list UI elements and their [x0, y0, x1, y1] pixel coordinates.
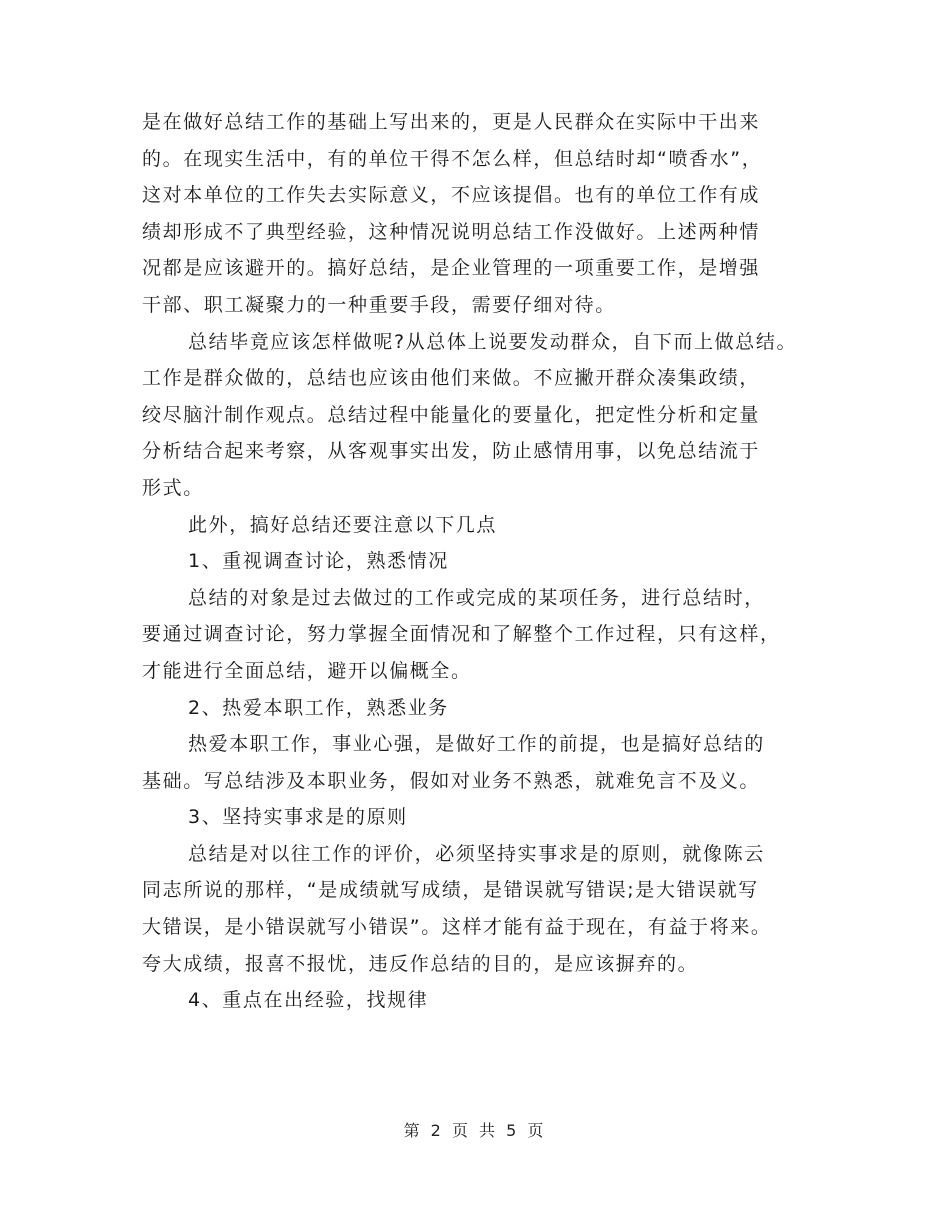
text-line: 的。在现实生活中，有的单位干得不怎么样，但总结时却“喷香水”， [142, 147, 763, 170]
text-line: 绞尽脑汁制作观点。总结过程中能量化的要量化，把定性分析和定量 [142, 403, 761, 426]
page-number-label: 第 2 页 共 5 页 [403, 1121, 547, 1140]
text-line: 况都是应该避开的。搞好总结，是企业管理的一项重要工作，是增强 [142, 257, 761, 280]
text-line: 要通过调查讨论，努力掌握全面情况和了解整个工作过程，只有这样， [142, 623, 781, 646]
text-line: 是在做好总结工作的基础上写出来的，更是人民群众在实际中干出来 [142, 111, 761, 133]
document-body [142, 104, 822, 1019]
text-line: 基础。写总结涉及本职业务，假如对业务不熟悉，就难免言不及义。 [142, 769, 761, 792]
text-line: 大错误，是小错误就写小错误”。这样才能有益于现在，有益于将来。 [142, 916, 772, 939]
text-line: 1、重视调查讨论，熟悉情况 [188, 550, 449, 573]
text-line: 干部、职工凝聚力的一种重要手段，需要仔细对待。 [142, 293, 616, 316]
text-line: 总结是对以往工作的评价，必须坚持实事求是的原则，就像陈云 [188, 842, 765, 865]
text-line: 3、坚持实事求是的原则 [188, 806, 408, 829]
text-line: 此外，搞好总结还要注意以下几点 [188, 513, 498, 536]
text-line: 这对本单位的工作失去实际意义，不应该提倡。也有的单位工作有成 [142, 184, 761, 207]
text-line: 2、热爱本职工作，熟悉业务 [188, 696, 449, 719]
text-line: 热爱本职工作，事业心强，是做好工作的前提，也是搞好总结的 [188, 733, 765, 756]
text-line: 分析结合起来考察，从客观事实出发，防止感情用事，以免总结流于 [142, 440, 761, 463]
text-line: 4、重点在出经验，找规律 [188, 989, 429, 1012]
text-line: 形式。 [142, 476, 204, 499]
text-line: 总结的对象是过去做过的工作或完成的某项任务，进行总结时， [188, 586, 765, 609]
page-footer [0, 1118, 950, 1141]
text-line: 工作是群众做的，总结也应该由他们来做。不应撇开群众凑集政绩， [142, 367, 761, 390]
text-line: 绩却形成不了典型经验，这种情况说明总结工作没做好。上述两种情 [142, 220, 761, 243]
text-line: 夸大成绩，报喜不报忧，违反作总结的目的，是应该摒弃的。 [142, 952, 699, 975]
text-line: 同志所说的那样，“是成绩就写成绩，是错误就写错误;是大错误就写 [142, 879, 759, 902]
text-line: 才能进行全面总结，避开以偏概全。 [142, 659, 472, 682]
text-line: 总结毕竟应该怎样做呢?从总体上说要发动群众，自下而上做总结。 [188, 330, 798, 353]
